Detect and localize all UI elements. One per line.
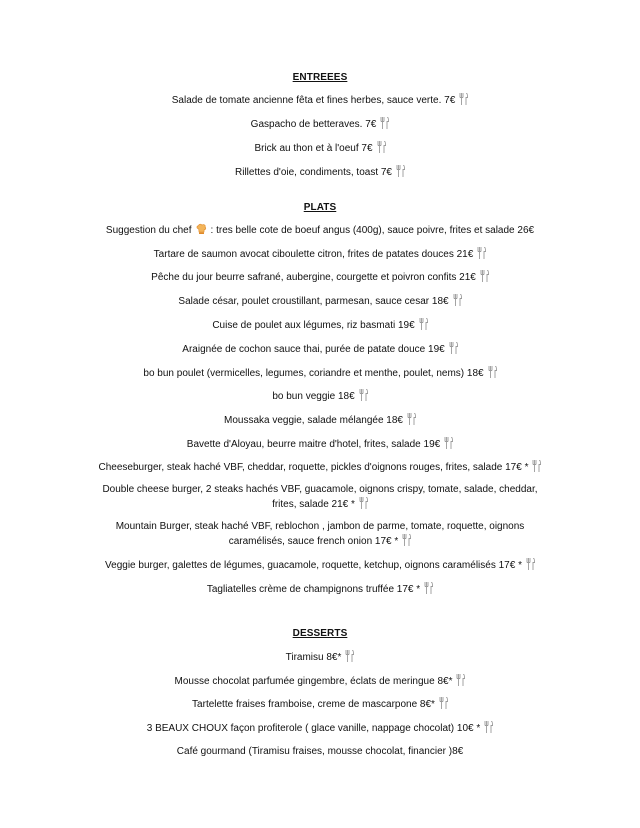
cutlery-icon: [402, 534, 411, 546]
cutlery-icon: [345, 650, 354, 662]
section-title-entrees: ENTREEES: [292, 72, 348, 83]
cutlery-icon: [407, 413, 416, 425]
cutlery-icon: [484, 721, 493, 733]
menu-item: Rillettes d'oie, condiments, toast 7€: [90, 165, 550, 180]
cutlery-icon: [444, 437, 453, 449]
menu-item: Tagliatelles crème de champignons truffée 17€ *: [70, 582, 570, 597]
section-title-desserts: DESSERTS: [292, 628, 348, 639]
cutlery-icon: [439, 697, 448, 709]
menu-item: Veggie burger, galettes de légumes, guacamole, roquette, ketchup, oignons caramélisés 17€ *: [60, 558, 580, 573]
cutlery-icon: [449, 342, 458, 354]
menu-item: bo bun poulet (vermicelles, legumes, coriandre et menthe, poulet, nems) 18€: [70, 366, 570, 381]
chef-hat-icon: [196, 223, 207, 235]
cutlery-icon: [477, 247, 486, 259]
menu-item: Gaspacho de betteraves. 7€: [90, 117, 550, 132]
menu-item: Bavette d'Aloyau, beurre maitre d'hotel, frites, salade 19€: [70, 437, 570, 452]
cutlery-icon: [396, 165, 405, 177]
cutlery-icon: [377, 141, 386, 153]
cutlery-icon: [456, 674, 465, 686]
menu-item: Cuise de poulet aux légumes, riz basmati 19€: [70, 318, 570, 333]
cutlery-icon: [419, 318, 428, 330]
menu-item: Pêche du jour beurre safrané, aubergine, courgette et poivron confits 21€: [70, 270, 570, 285]
menu-item: Mousse chocolat parfumée gingembre, éclats de meringue 8€*: [70, 674, 570, 689]
menu-item: Salade césar, poulet croustillant, parmesan, sauce cesar 18€: [70, 294, 570, 309]
menu-item: Tiramisu 8€*: [70, 650, 570, 665]
menu-item: Café gourmand (Tiramisu fraises, mousse chocolat, financier )8€: [176, 746, 464, 757]
menu-item: Brick au thon et à l'oeuf 7€: [90, 141, 550, 156]
menu-item: Salade de tomate ancienne fêta et fines herbes, sauce verte. 7€: [90, 93, 550, 108]
menu-item: Cheeseburger, steak haché VBF, cheddar, roquette, pickles d'oignons rouges, frites, salade 17€ *: [60, 460, 580, 475]
menu-item: Double cheese burger, 2 steaks hachés VBF, guacamole, oignons crispy, tomate, salade, cheddar, frites, salade 21€ *: [102, 484, 538, 510]
menu-item: Tartelette fraises framboise, creme de mascarpone 8€*: [70, 697, 570, 712]
menu-item: Araignée de cochon sauce thai, purée de patate douce 19€: [70, 342, 570, 357]
cutlery-icon: [526, 558, 535, 570]
cutlery-icon: [453, 294, 462, 306]
menu-item: Moussaka veggie, salade mélangée 18€: [70, 413, 570, 428]
section-title-plats: PLATS: [303, 202, 337, 213]
menu-item: Mountain Burger, steak haché VBF, reblochon , jambon de parme, tomate, roquette, oignons caramélisés, sauce french onion 17€ *: [115, 521, 525, 547]
menu-item: bo bun veggie 18€: [70, 389, 570, 404]
menu-item: Tartare de saumon avocat ciboulette citron, frites de patates douces 21€: [70, 247, 570, 262]
cutlery-icon: [424, 582, 433, 594]
cutlery-icon: [488, 366, 497, 378]
cutlery-icon: [359, 497, 368, 509]
menu-item-chef-suggestion: Suggestion du chef : tres belle cote de boeuf angus (400g), sauce poivre, frites et salade 26€: [105, 225, 535, 236]
cutlery-icon: [532, 460, 541, 472]
cutlery-icon: [480, 270, 489, 282]
menu-item: 3 BEAUX CHOUX façon profiterole ( glace vanille, nappage chocolat) 10€ *: [70, 721, 570, 736]
cutlery-icon: [359, 389, 368, 401]
cutlery-icon: [459, 93, 468, 105]
cutlery-icon: [380, 117, 389, 129]
